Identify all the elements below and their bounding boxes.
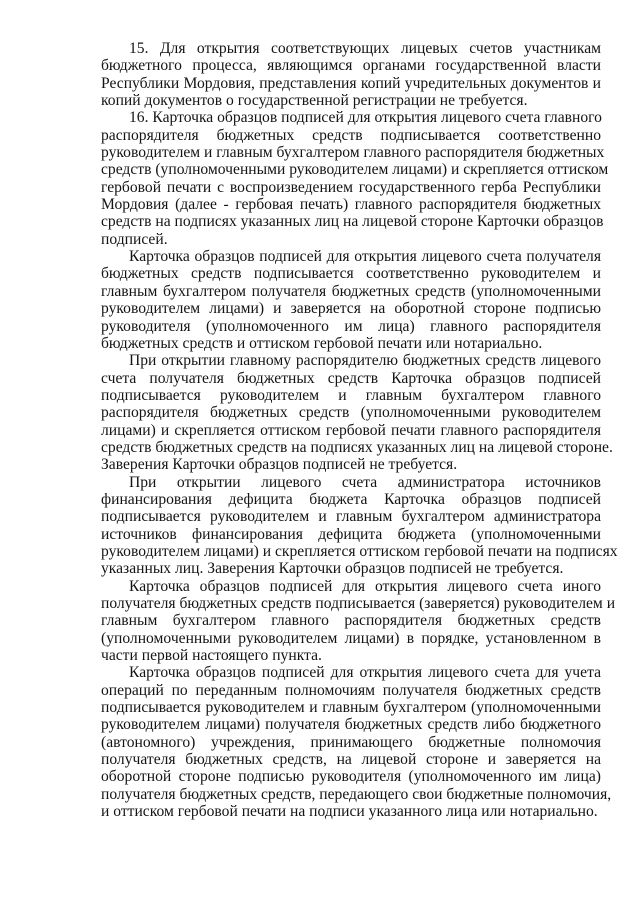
text-line: подписывается руководителем и главным бухгалтером администратора	[101, 508, 601, 526]
text-line: средств бюджетных средств на подписях указанных лиц на лицевой стороне.	[101, 438, 613, 456]
paragraph	[101, 664, 612, 821]
text-line: источников финансирования дефицита бюджета (уполномоченными	[101, 525, 601, 543]
paragraph	[101, 248, 601, 352]
text-line: операций по переданным полномочиям получателя бюджетных средств	[101, 681, 601, 699]
text-line: подписывается руководителем и главным бухгалтером главного	[101, 386, 601, 404]
text-line: указанных лиц. Заверения Карточки образцов подписей не требуется.	[101, 560, 564, 578]
text-line: руководителем лицами) и заверяется на оборотной стороне подписью	[101, 300, 601, 318]
text-line: руководителя (уполномоченного им лица) главного распорядителя	[101, 317, 601, 335]
text-line: подписывается руководителем и главным бухгалтером (уполномоченными	[101, 699, 601, 717]
paragraph	[101, 352, 613, 474]
text-line: лицами) и скрепляется оттиском гербовой печати главного распорядителя	[101, 421, 601, 439]
paragraph	[101, 577, 616, 665]
text-line: главным бухгалтером получателя бюджетных средств (уполномоченными	[101, 282, 601, 300]
text-line: бюджетных средств подписывается соответственно руководителем и	[101, 265, 601, 283]
text-line: оборотной стороне подписью руководителя (уполномоченного им лица)	[101, 768, 601, 786]
text-line: бюджетных средств и оттиском гербовой печати или нотариально.	[101, 334, 543, 352]
text-line: Карточка образцов подписей для открытия лицевого счета для учета	[129, 664, 601, 682]
text-line: получателя бюджетных средств подписывается (заверяется) руководителем и	[101, 595, 616, 612]
text-line: средств (уполномоченными руководителем лицами) и скрепляется оттиском	[101, 161, 609, 179]
text-line: счета получателя бюджетных средств Карточка образцов подписей	[101, 369, 601, 387]
text-line: получателя бюджетных средств, на лицевой стороне и заверяется на	[101, 751, 601, 769]
text-line: Карточка образцов подписей для открытия лицевого счета иного	[129, 577, 601, 595]
text-line: (уполномоченными руководителем лицами) в порядке, установленном в	[101, 629, 601, 647]
text-line: финансирования дефицита бюджета Карточка образцов подписей	[101, 490, 601, 508]
text-line: При открытии лицевого счета администратора источников	[129, 473, 601, 491]
text-line: средств на подписях указанных лиц на лицевой стороне Карточки образцов	[101, 213, 604, 231]
text-line: распорядителя бюджетных средств подписывается соответственно	[101, 126, 601, 144]
text-line: Заверения Карточки образцов подписей не требуется.	[101, 456, 458, 474]
text-line: руководителем лицами) и скрепляется оттиском гербовой печати на подписях	[101, 542, 618, 560]
text-line: и оттиском гербовой печати на подписи указанного лица или нотариально.	[101, 803, 598, 821]
text-line: подписей.	[101, 230, 168, 248]
text-line: 15. Для открытия соответствующих лицевых счетов участникам	[129, 40, 601, 57]
text-line: При открытии главному распорядителю бюджетных средств лицевого	[129, 352, 601, 370]
text-line: Карточка образцов подписей для открытия лицевого счета получателя	[129, 248, 601, 266]
paragraph	[101, 109, 609, 248]
text-line: получателя бюджетных средств, передающего свои бюджетные полномочия,	[101, 785, 612, 803]
text-line: Республики Мордовия, представления копий учредительных документов и	[101, 74, 601, 92]
text-line: гербовой печати с воспроизведением государственного герба Республики	[101, 178, 601, 196]
text-line: 16. Карточка образцов подписей для открытия лицевого счета главного	[129, 109, 602, 127]
text-line: руководителем и главным бухгалтером главного распорядителя бюджетных	[101, 144, 605, 162]
text-line: главным бухгалтером главного распорядителя бюджетных средств	[101, 612, 601, 630]
text-line: (автономного) учреждения, принимающего бюджетные полномочия	[101, 733, 601, 751]
paragraph	[101, 473, 618, 578]
text-line: руководителем лицами) получателя бюджетных средств либо бюджетного	[101, 716, 601, 734]
text-line: копий документов о государственной регистрации не требуется.	[101, 92, 528, 110]
document-page	[101, 40, 618, 821]
text-line: Мордовия (далее - гербовая печать) главного распорядителя бюджетных	[101, 196, 601, 214]
text-line: части первой настоящего пункта.	[101, 647, 322, 665]
paragraph	[101, 40, 601, 109]
text-line: бюджетного процесса, являющимся органами государственной власти	[101, 57, 601, 75]
text-line: распорядителя бюджетных средств (уполномоченными руководителем	[101, 404, 601, 422]
